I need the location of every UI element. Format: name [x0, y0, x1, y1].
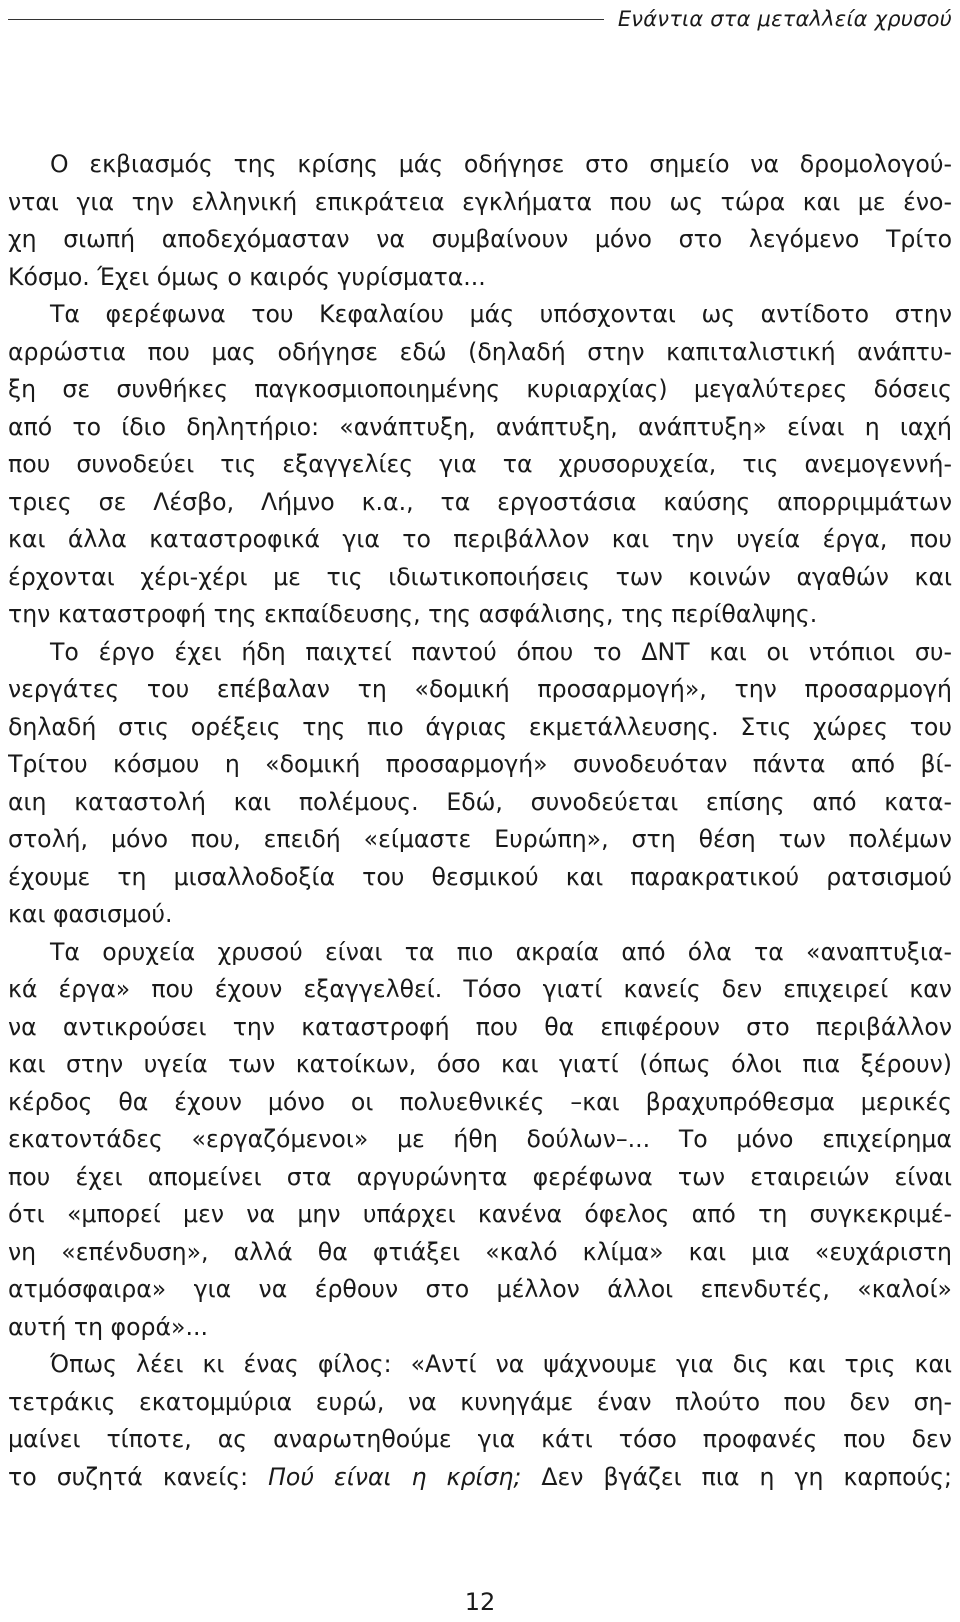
text-line: Τρίτου κόσμου η «δομική προσαρμογή» συνοδευόταν πάντα από βί- — [8, 750, 952, 778]
text-line: την καταστροφή της εκπαίδευσης, της ασφάλισης, της περίθαλψης. — [8, 600, 818, 628]
text-line — [8, 1459, 952, 1497]
text-line: και φασισμού. — [8, 900, 173, 928]
text-line: και στην υγεία των κατοίκων, όσο και γιατί (όπως όλοι πια ξέρουν) — [8, 1050, 952, 1078]
text-line: ότι «μπορεί μεν να μην υπάρχει κανένα όφελος από τη συγκεκριμέ- — [8, 1200, 952, 1228]
text-line: Ο εκβιασμός της κρίσης μάς οδήγησε στο σημείο να δρομολογού- — [50, 150, 952, 178]
text-line: Τα ορυχεία χρυσού είναι τα πιο ακραία από όλα τα «αναπτυξια- — [50, 937, 952, 966]
text-line: Το έργο έχει ήδη παιχτεί παντού όπου το ΔΝΤ και οι ντόπιοι συ- — [50, 637, 952, 666]
text-line: αρρώστια που μας οδήγησε εδώ (δηλαδή στην καπιταλιστική ανάπτυ- — [8, 337, 952, 366]
text-line: έχουμε τη μισαλλοδοξία του θεσμικού και παρακρατικού ρατσισμού — [8, 862, 952, 891]
text-line: κέρδος θα έχουν μόνο οι πολυεθνικές –και βραχυπρόθεσμα μερικές — [8, 1087, 952, 1116]
text-line: τετράκις εκατομμύρια ευρώ, να κυνηγάμε έναν πλούτο που δεν ση- — [8, 1387, 952, 1416]
text-line: κά έργα» που έχουν εξαγγελθεί. Τόσο γιατί κανείς δεν επιχειρεί καν — [8, 975, 952, 1003]
text-line: ξη σε συνθήκες παγκοσμιοποιημένης κυριαρχίας) μεγαλύτερες δόσεις — [8, 375, 952, 403]
text-line: εκατοντάδες «εργαζόμενοι» με ήθη δούλων–... Το μόνο επιχείρημα — [8, 1125, 952, 1153]
text-line: που έχει απομείνει στα αργυρώνητα φερέφωνα των εταιρειών είναι — [8, 1162, 952, 1191]
text-line: Όπως λέει κι ένας φίλος: «Αντί να ψάχνουμε για δις και τρις και — [50, 1350, 952, 1378]
text-line: ατμόσφαιρα» για να έρθουν στο μέλλον άλλοι επενδυτές, «καλοί» — [8, 1275, 952, 1303]
text-line: μαίνει τίποτε, ας αναρωτηθούμε για κάτι τόσο προφανές που δεν — [8, 1425, 952, 1453]
paragraph-2 — [8, 296, 952, 634]
page-number: 12 — [464, 1588, 496, 1616]
text-run: Δεν βγάζει πια η γη καρπούς; — [521, 1462, 952, 1491]
text-line: έρχονται χέρι-χέρι με τις ιδιωτικοποιήσεις των κοινών αγαθών και — [8, 562, 952, 591]
text-line: αιη καταστολή και πολέμους. Εδώ, συνοδεύεται επίσης από κατα- — [8, 787, 952, 816]
text-line: Τα φερέφωνα του Κεφαλαίου μάς υπόσχονται ως αντίδοτο στην — [50, 300, 952, 328]
text-run: το συζητά κανείς: — [8, 1462, 269, 1491]
running-header — [8, 4, 952, 34]
paragraph-4 — [8, 934, 952, 1347]
text-line: στολή, μόνο που, επειδή «είμαστε Ευρώπη», στη θέση των πολέμων — [8, 825, 952, 853]
italic-question: Πού είναι η κρίση; — [268, 1462, 522, 1491]
paragraph-5 — [8, 1346, 952, 1496]
text-line: χη σιωπή αποδεχόμασταν να συμβαίνουν μόνο στο λεγόμενο Τρίτο — [8, 225, 952, 253]
paragraph-3 — [8, 634, 952, 934]
body-text — [8, 146, 952, 1496]
text-line: που συνοδεύει τις εξαγγελίες για τα χρυσορυχεία, τις ανεμογεννή- — [8, 450, 952, 478]
text-line: δηλαδή στις ορέξεις της πιο άγριας εκμετάλλευσης. Στις χώρες του — [8, 712, 952, 741]
text-line: να αντικρούσει την καταστροφή που θα επιφέρουν στο περιβάλλον — [8, 1012, 952, 1041]
text-line: τριες σε Λέσβο, Λήμνο κ.α., τα εργοστάσια καύσης απορριμμάτων — [8, 487, 952, 516]
text-line: Κόσμο. Έχει όμως ο καιρός γυρίσματα... — [8, 262, 486, 291]
header-rule — [8, 19, 604, 20]
text-line: νη «επένδυση», αλλά θα φτιάξει «καλό κλίμα» και μια «ευχάριστη — [8, 1237, 952, 1266]
chapter-title: Ενάντια στα μεταλλεία χρυσού — [617, 7, 952, 31]
paragraph-1 — [8, 146, 952, 296]
text-line: και άλλα καταστροφικά για το περιβάλλον και την υγεία έργα, που — [8, 525, 952, 553]
text-line: από το ίδιο δηλητήριο: «ανάπτυξη, ανάπτυξη, ανάπτυξη» είναι η ιαχή — [8, 412, 952, 441]
text-line: νται για την ελληνική επικράτεια εγκλήματα που ως τώρα και με ένο- — [8, 187, 952, 216]
text-line: αυτή τη φορά»... — [8, 1312, 208, 1341]
text-line: νεργάτες του επέβαλαν τη «δομική προσαρμογή», την προσαρμογή — [8, 675, 952, 703]
